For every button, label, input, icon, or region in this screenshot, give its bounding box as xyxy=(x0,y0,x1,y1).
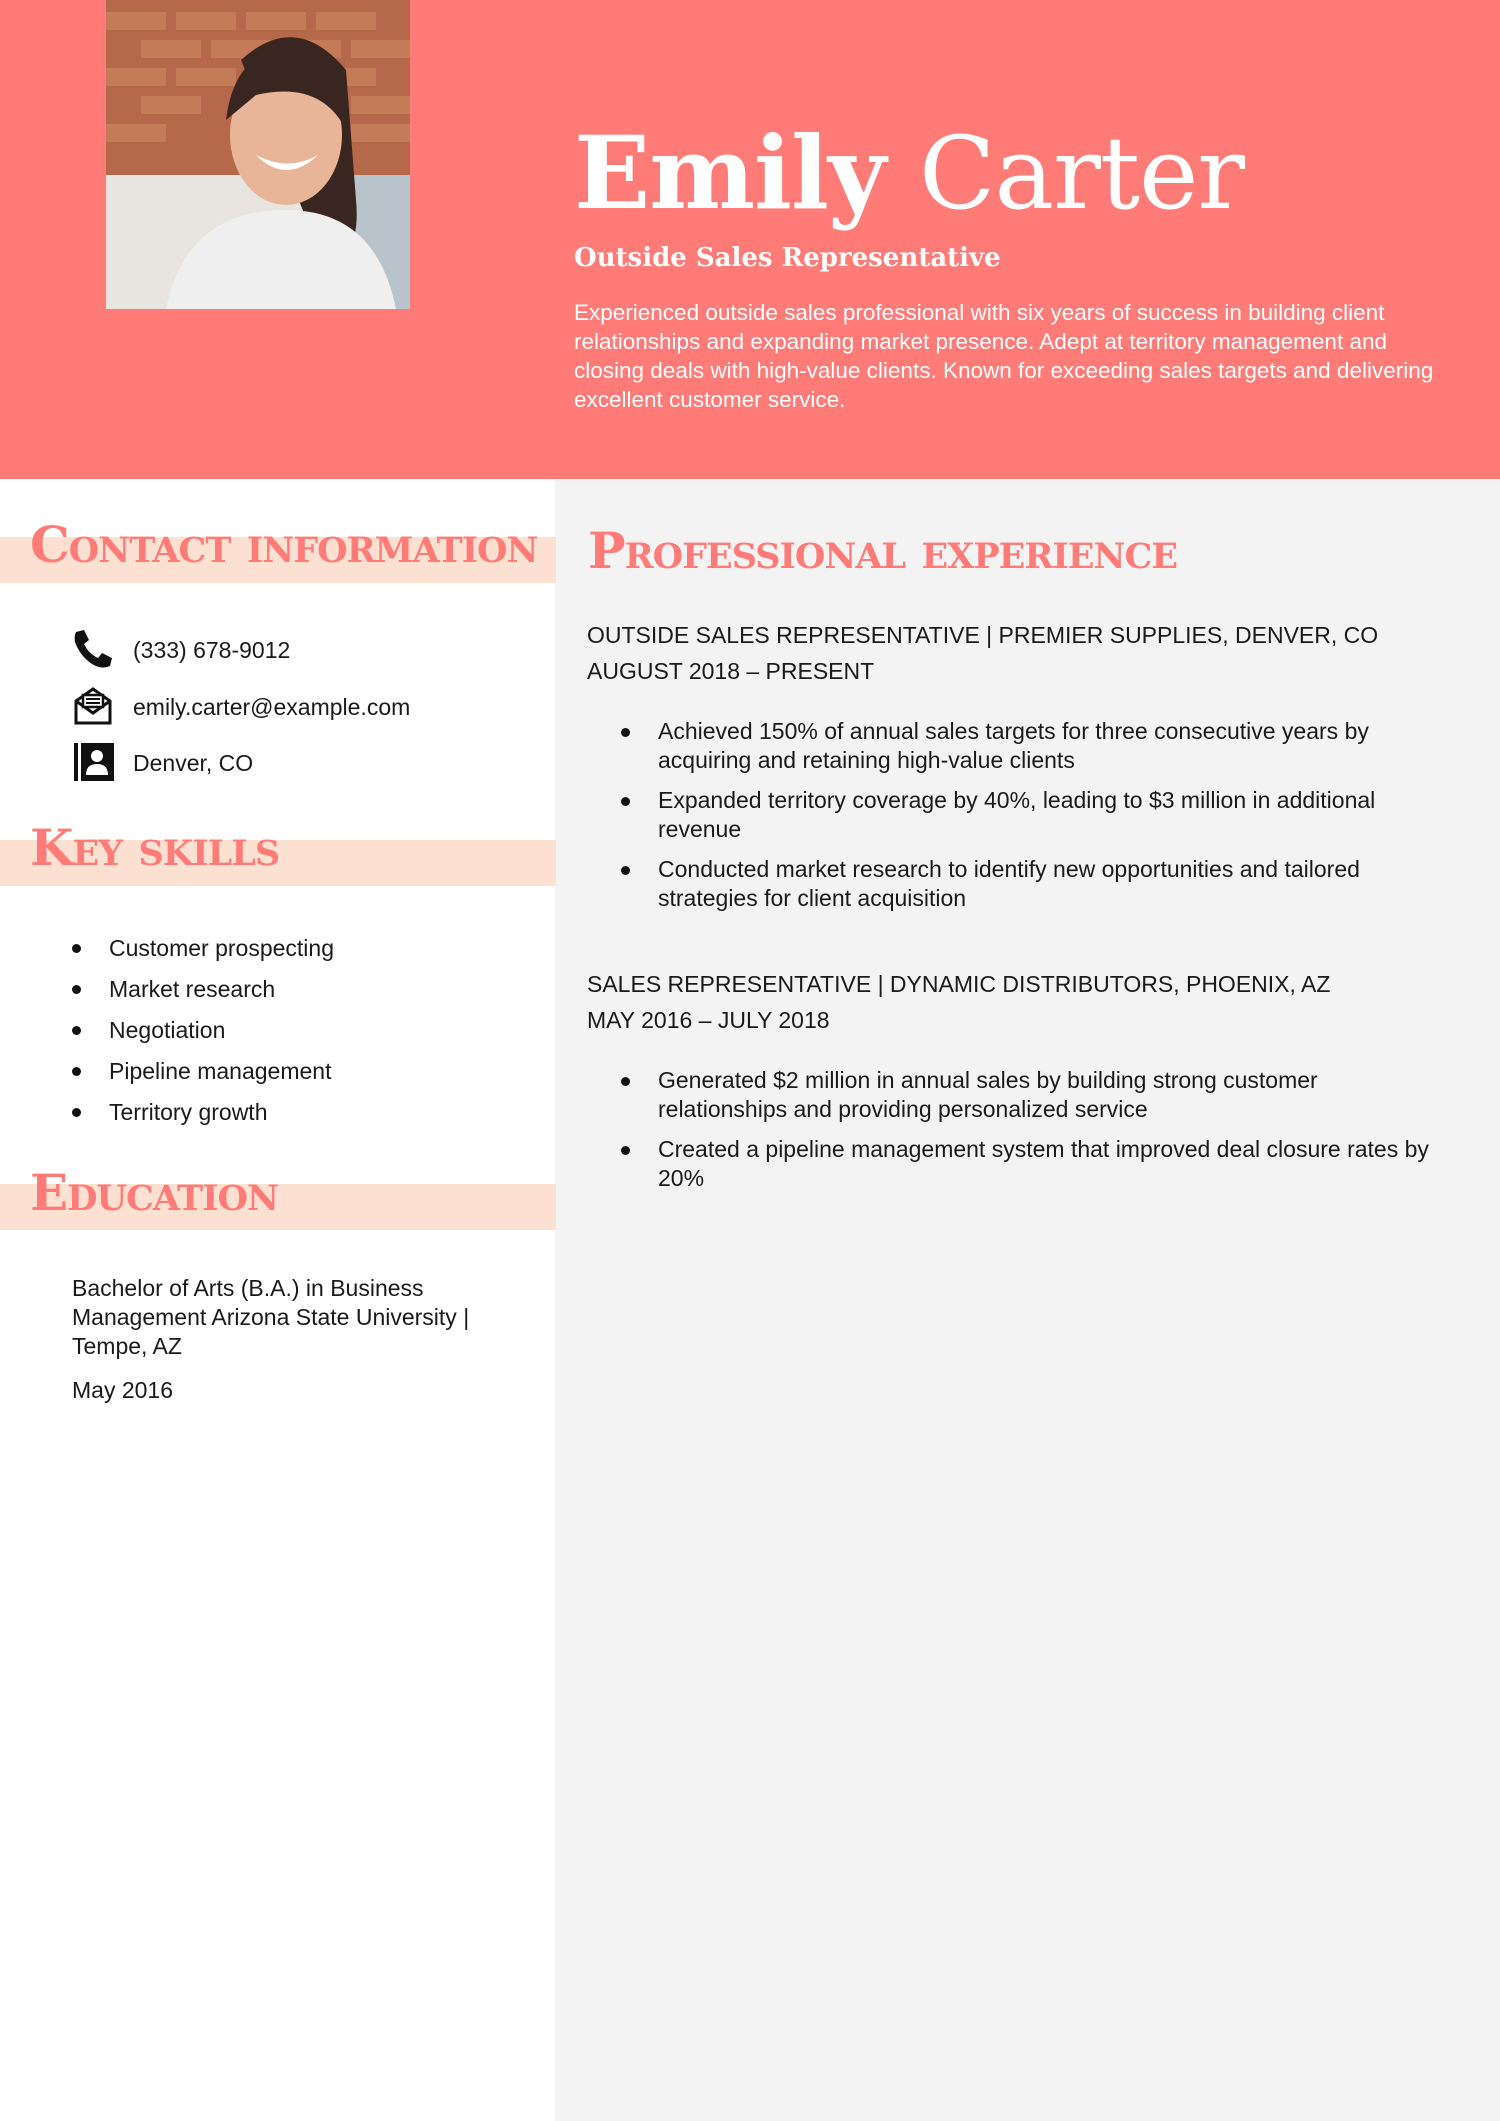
skill-item: Customer prospecting xyxy=(72,928,334,969)
email-icon xyxy=(72,685,114,727)
education-degree: Bachelor of Arts (B.A.) in Business Management Arizona State University | Tempe, AZ xyxy=(72,1275,470,1359)
job-2-bullets xyxy=(620,1066,1440,1204)
address-book-icon xyxy=(72,741,114,783)
job-2-dates: MAY 2016 – JULY 2018 xyxy=(587,1007,830,1033)
job-2-heading: SALES REPRESENTATIVE | DYNAMIC DISTRIBUTORS, PHOENIX, AZ xyxy=(587,971,1331,997)
candidate-name xyxy=(574,108,1244,239)
first-name: Emily xyxy=(574,114,886,232)
job-1-heading: OUTSIDE SALES REPRESENTATIVE | PREMIER SUPPLIES, DENVER, CO xyxy=(587,622,1379,648)
summary-text: Experienced outside sales professional with six years of success in building client relationships and expanding market presence. Adept at territory management and closing deals with high-value clients. Known for exceeding sales targets and delivering excellent customer service. xyxy=(574,300,1434,412)
skills-section-title: Key skills xyxy=(30,818,280,877)
job-1-dates: AUGUST 2018 – PRESENT xyxy=(587,658,875,684)
last-name: Carter xyxy=(918,115,1245,232)
header-banner xyxy=(0,0,1500,479)
job-1-bullets xyxy=(620,717,1440,924)
phone-icon xyxy=(72,628,114,670)
skills-list xyxy=(72,928,334,1133)
location-text: Denver, CO xyxy=(133,750,254,776)
contact-phone xyxy=(72,628,532,672)
job-title: Outside Sales Representative xyxy=(574,243,1001,273)
education-date: May 2016 xyxy=(72,1377,174,1403)
skill-item: Market research xyxy=(72,969,334,1010)
phone-number: (333) 678-9012 xyxy=(133,637,291,663)
education-section-title: Education xyxy=(30,1163,278,1222)
contact-location xyxy=(72,741,532,785)
job-bullet: Expanded territory coverage by 40%, leading to $3 million in additional revenue xyxy=(620,786,1440,844)
skill-item: Negotiation xyxy=(72,1010,334,1051)
contact-section-title: Contact information xyxy=(30,515,538,574)
contact-email xyxy=(72,685,532,729)
skill-item: Pipeline management xyxy=(72,1051,334,1092)
job-bullet: Conducted market research to identify new opportunities and tailored strategies for client acquisition xyxy=(620,855,1440,913)
experience-section-title: Professional experience xyxy=(588,521,1177,580)
job-bullet: Generated $2 million in annual sales by building strong customer relationships and providing personalized service xyxy=(620,1066,1440,1124)
job-bullet: Achieved 150% of annual sales targets for three consecutive years by acquiring and retaining high-value clients xyxy=(620,717,1440,775)
skill-item: Territory growth xyxy=(72,1092,334,1133)
email-address: emily.carter@example.com xyxy=(133,694,411,720)
job-bullet: Created a pipeline management system that improved deal closure rates by 20% xyxy=(620,1135,1440,1193)
profile-photo xyxy=(106,0,410,309)
